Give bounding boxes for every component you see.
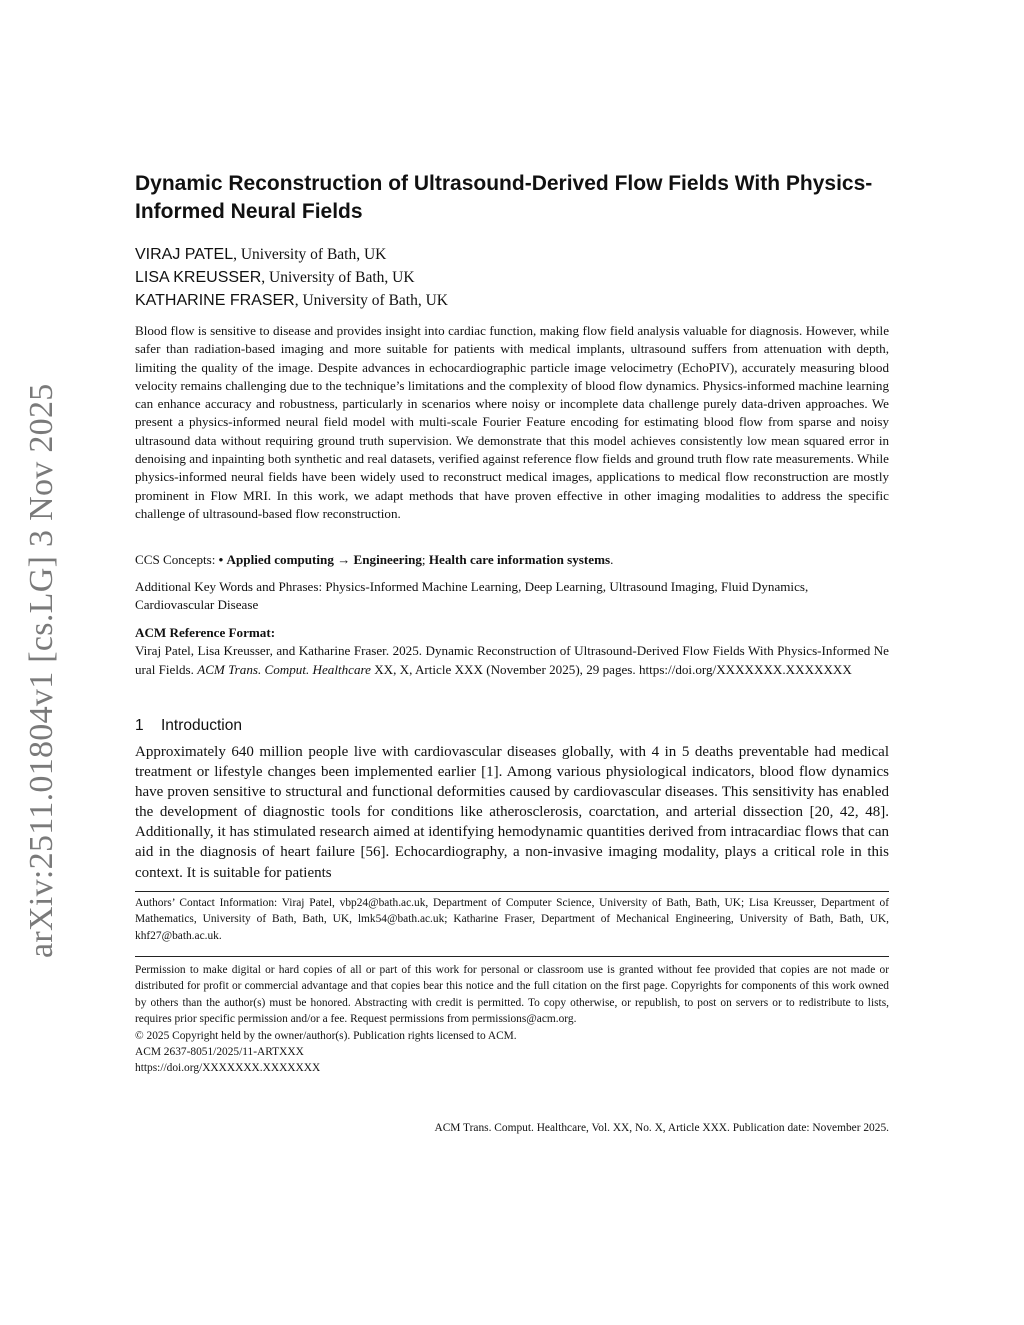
permissions-divider	[135, 956, 889, 957]
author-entry	[135, 243, 889, 266]
paper-title: Dynamic Reconstruction of Ultrasound-Derived Flow Fields With Physics-Informed Neural Fields	[135, 172, 873, 223]
footnote-divider	[135, 891, 889, 892]
ccs-arrow: →	[337, 552, 351, 567]
acm-reference-citation: Viraj Patel, Lisa Kreusser, and Katharine Fraser. 2025. Dynamic Reconstruction of Ultrasound-Derived Flow Fields With Physics-Informed Neural Fields.	[135, 643, 889, 677]
author-affiliation: , University of Bath, UK	[294, 292, 448, 309]
author-name: VIRAJ PATEL	[135, 246, 234, 263]
section-heading-introduction	[135, 716, 889, 736]
section-title: Introduction	[161, 717, 242, 734]
permissions-notice: Permission to make digital or hard copies of all or part of this work for personal or classroom use is granted without fee provided that copies are not made or distributed for profit or commercial advantage and that copies bear this notice and the full citation on the first page. Copyrights for components of this work owned by others than the author(s) must be honored. Abstracting with credit is permitted. To copy otherwise, or republish, to post on servers or to redistribute to lists, requires prior specific permission and/or a fee. Request permissions from permissions@acm.org.	[135, 964, 889, 1026]
acm-reference-text	[135, 642, 889, 679]
ccs-concept-engineering: Engineering	[353, 552, 422, 567]
issn-line: ACM 2637-8051/2025/11-ARTXXX	[135, 1046, 304, 1059]
author-entry	[135, 289, 889, 312]
author-contact-information: Authors’ Contact Information: Viraj Patel, vbp24@bath.ac.uk, Department of Computer Science, University of Bath, Bath, UK; Lisa Kreusser, Department of Mathematics, University of Bath, Bath, UK, lmk54@bath.ac.uk; Katharine Fraser, Department of Mechanical Engineering, University of Bath, Bath, UK, khf27@bath.ac.uk.	[135, 897, 889, 942]
author-affiliation: , University of Bath, UK	[261, 269, 415, 286]
author-affiliation: , University of Bath, UK	[233, 246, 387, 263]
acm-reference-format	[135, 624, 889, 679]
ccs-concepts	[135, 551, 889, 569]
ccs-end: .	[610, 552, 614, 567]
section-number: 1	[135, 717, 144, 734]
author-name: LISA KREUSSER	[135, 269, 262, 286]
arxiv-identifier-stamp: arXiv:2511.01804v1 [cs.LG] 3 Nov 2025	[23, 383, 60, 958]
ccs-label: CCS Concepts:	[135, 552, 219, 567]
copyright-line: © 2025 Copyright held by the owner/author(s). Publication rights licensed to ACM.	[135, 1029, 517, 1042]
introduction-paragraph: Approximately 640 million people live with cardiovascular diseases globally, with 4 in 5 deaths preventable had medical treatment or lifestyle changes been implemented earlier [1]. Among various physiological indicators, blood flow dynamics have proven sensitive to structural and functional deformities caused by cardiovascular diseases. This sensitivity has enabled the development of diagnostic tools for conditions like atherosclerosis, coarctation, and arterial dissection [20, 42, 48]. Additionally, it has stimulated research aimed at identifying hemodynamic quantities derived from intracardiac flows that can aid in the diagnosis of heart failure [56]. Echocardiography, a non-invasive imaging modality, plays a critical role in this context. It is suitable for patients	[135, 744, 889, 881]
acm-reference-details: XX, X, Article XXX (November 2025), 29 pages. https://doi.org/XXXXXXX.XXXXXXX	[370, 661, 852, 677]
author-entry	[135, 266, 889, 289]
permissions-block	[135, 962, 889, 1077]
acm-reference-journal: ACM Trans. Comput. Healthcare	[197, 661, 371, 677]
keywords: Additional Key Words and Phrases: Physics-Informed Machine Learning, Deep Learning, Ultrasound Imaging, Fluid Dynamics, Cardiovascular Disease	[135, 579, 809, 613]
acm-reference-heading: ACM Reference Format:	[135, 625, 276, 640]
ccs-concept-health-care: Health care information systems	[428, 552, 611, 567]
author-name: KATHARINE FRASER	[135, 292, 295, 309]
doi-link[interactable]: https://doi.org/XXXXXXX.XXXXXXX	[135, 1062, 321, 1075]
ccs-concept-applied-computing: Applied computing	[226, 552, 334, 567]
author-list	[135, 243, 889, 312]
running-footer: ACM Trans. Comput. Healthcare, Vol. XX, No. X, Article XXX. Publication date: November 2025.	[434, 1122, 889, 1134]
ccs-separator: ;	[421, 552, 429, 567]
ccs-bullet: •	[218, 552, 224, 567]
abstract: Blood flow is sensitive to disease and provides insight into cardiac function, making flow field analysis valuable for diagnosis. However, while safer than radiation-based imaging and more suitable for patients with medical implants, ultrasound suffers from attenuation with depth, limiting the quality of the image. Despite advances in echocardiographic particle image velocimetry (EchoPIV), accurately measuring blood velocity remains challenging due to the technique’s limitations and the complexity of blood flow dynamics. Physics-informed machine learning can enhance accuracy and robustness, particularly in scenarios where noisy or incomplete data challenge purely data-driven approaches. We present a physics-informed neural field model with multi-scale Fourier Feature encoding for estimating blood flow from sparse and noisy ultrasound data without requiring ground truth supervision. We demonstrate that this model achieves consistently low mean squared error in denoising and inpainting both synthetic and real datasets, verified against reference flow fields and ground truth flow rate measurements. While physics-informed neural fields have been widely used to reconstruct medical images, applications to medical flow reconstruction are mostly prominent in Flow MRI. In this work, we adapt methods that have proven effective in other imaging modalities to address the specific challenge of ultrasound-based flow reconstruction.	[135, 323, 889, 521]
